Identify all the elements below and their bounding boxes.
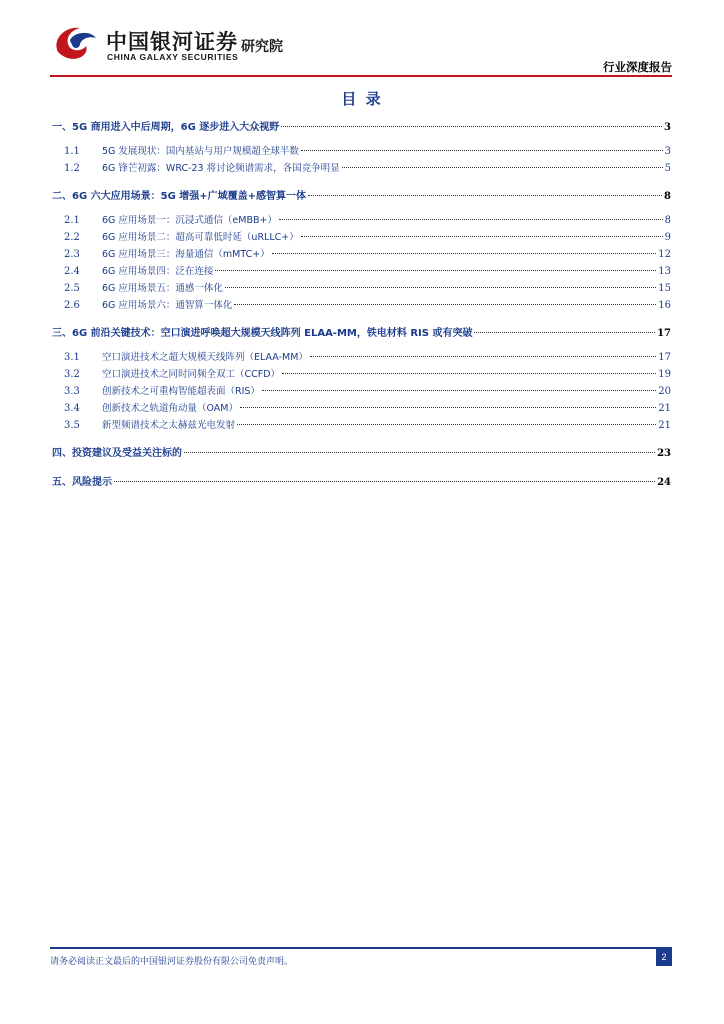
toc-entry-page: 15: [658, 283, 671, 294]
toc-entry-title: 四、投资建议及受益关注标的: [52, 448, 182, 459]
toc-entry-title: 6G 应用场景一：沉浸式通信（eMBB+）: [102, 215, 277, 226]
toc-section-entry[interactable]: [52, 349, 671, 366]
toc-entry-page: 5: [664, 163, 671, 174]
toc-entry-page: 12: [658, 249, 671, 260]
toc-leader-dots: [301, 236, 663, 237]
toc-section-entry[interactable]: [52, 366, 671, 383]
toc-section-entry[interactable]: [52, 417, 671, 434]
toc-entry-title: 6G 应用场景二：超高可靠低时延（uRLLC+）: [102, 232, 299, 243]
toc-chapter-entry[interactable]: [52, 473, 671, 492]
toc-leader-dots: [279, 219, 663, 220]
toc-entry-page: 17: [657, 328, 671, 339]
toc-entry-number: 1.1: [64, 146, 80, 157]
toc-entry-title: 创新技术之可重构智能超表面（RIS）: [102, 386, 260, 397]
galaxy-logo: [50, 22, 100, 68]
toc-entry-number: 2.4: [64, 266, 80, 277]
toc-chapter-entry[interactable]: [52, 187, 671, 206]
toc-entry-title: 空口演进技术之超大规模天线阵列（ELAA-MM）: [102, 352, 308, 363]
toc-entry-page: 3: [664, 122, 671, 133]
toc-entry-page: 13: [658, 266, 671, 277]
toc-leader-dots: [301, 150, 663, 151]
toc-entry-page: 21: [658, 403, 671, 414]
toc-entry-title: 五、风险提示: [52, 477, 112, 488]
brand-name-en: CHINA GALAXY SECURITIES: [107, 52, 239, 62]
toc-entry-page: 19: [658, 369, 671, 380]
toc-entry-number: 2.2: [64, 232, 80, 243]
toc-entry-title: 空口演进技术之同时同频全双工（CCFD）: [102, 369, 281, 380]
toc-leader-dots: [262, 390, 656, 391]
report-type-label: 行业深度报告: [603, 60, 672, 74]
toc-entry-title: 6G 应用场景六：通智算一体化: [102, 300, 233, 311]
toc-entry-number: 1.2: [64, 163, 80, 174]
toc-entry-title: 6G 应用场景五：通感一体化: [102, 283, 223, 294]
footer-disclaimer: 请务必阅读正文最后的中国银河证券股份有限公司免责声明。: [50, 957, 294, 967]
toc-entry-page: 3: [664, 146, 671, 157]
toc-section-entry[interactable]: [52, 212, 671, 229]
toc-entry-page: 9: [664, 232, 671, 243]
toc-entry-number: 2.3: [64, 249, 80, 260]
toc-entry-number: 3.5: [64, 420, 80, 431]
header-divider: [50, 75, 672, 77]
toc-leader-dots: [215, 270, 656, 271]
brand-name-cn: 中国银河证券: [106, 30, 238, 54]
toc-section-entry[interactable]: [52, 246, 671, 263]
toc-leader-dots: [237, 424, 656, 425]
toc-entry-title: 5G 发展现状：国内基站与用户规模超全球半数: [102, 146, 299, 157]
toc-chapter-entry[interactable]: [52, 444, 671, 463]
toc-entry-page: 23: [657, 448, 671, 459]
toc-leader-dots: [474, 332, 655, 333]
toc-entry-title: 6G 应用场景三：海量通信（mMTC+）: [102, 249, 270, 260]
toc-entry-title: 三、6G 前沿关键技术：空口演进呼唤超大规模天线阵列 ELAA-MM，铁电材料 RIS 或有突破: [52, 328, 473, 339]
toc-entry-number: 2.6: [64, 300, 80, 311]
page-number: 2: [656, 949, 672, 966]
toc-entry-number: 2.5: [64, 283, 80, 294]
toc-entry-title: 创新技术之轨道角动量（OAM）: [102, 403, 239, 414]
toc-entry-number: 3.4: [64, 403, 80, 414]
table-of-contents: [52, 118, 671, 492]
institute-label: 研究院: [241, 39, 283, 55]
toc-leader-dots: [282, 373, 656, 374]
toc-entry-title: 新型频谱技术之太赫兹光电发射: [102, 420, 236, 431]
footer-divider: [50, 947, 672, 949]
toc-entry-title: 一、5G 商用进入中后周期，6G 逐步进入大众视野: [52, 122, 280, 133]
toc-leader-dots: [234, 304, 656, 305]
toc-leader-dots: [240, 407, 656, 408]
toc-title: 目 录: [341, 90, 383, 108]
toc-entry-number: 2.1: [64, 215, 80, 226]
toc-leader-dots: [308, 195, 662, 196]
toc-section-entry[interactable]: [52, 297, 671, 314]
toc-entry-page: 24: [657, 477, 671, 488]
toc-section-entry[interactable]: [52, 160, 671, 177]
toc-entry-title: 二、6G 六大应用场景：5G 增强+广域覆盖+感智算一体: [52, 191, 307, 202]
toc-entry-page: 8: [664, 215, 671, 226]
toc-chapter-entry[interactable]: [52, 324, 671, 343]
toc-entry-page: 17: [658, 352, 671, 363]
toc-entry-number: 3.1: [64, 352, 80, 363]
toc-section-entry[interactable]: [52, 263, 671, 280]
toc-leader-dots: [342, 167, 663, 168]
toc-leader-dots: [114, 481, 655, 482]
toc-entry-title: 6G 锋芒初露：WRC-23 将讨论频谱需求，各国竞争明显: [102, 163, 340, 174]
toc-section-entry[interactable]: [52, 280, 671, 297]
toc-leader-dots: [272, 253, 657, 254]
toc-section-entry[interactable]: [52, 400, 671, 417]
toc-section-entry[interactable]: [52, 229, 671, 246]
toc-entry-page: 20: [658, 386, 671, 397]
toc-entry-number: 3.3: [64, 386, 80, 397]
toc-entry-page: 21: [658, 420, 671, 431]
toc-entry-number: 3.2: [64, 369, 80, 380]
toc-section-entry[interactable]: [52, 383, 671, 400]
toc-leader-dots: [281, 126, 662, 127]
toc-entry-title: 6G 应用场景四：泛在连接: [102, 266, 214, 277]
toc-leader-dots: [225, 287, 656, 288]
toc-chapter-entry[interactable]: [52, 118, 671, 137]
toc-leader-dots: [184, 452, 655, 453]
toc-section-entry[interactable]: [52, 143, 671, 160]
toc-entry-page: 16: [658, 300, 671, 311]
toc-entry-page: 8: [664, 191, 671, 202]
toc-leader-dots: [310, 356, 656, 357]
